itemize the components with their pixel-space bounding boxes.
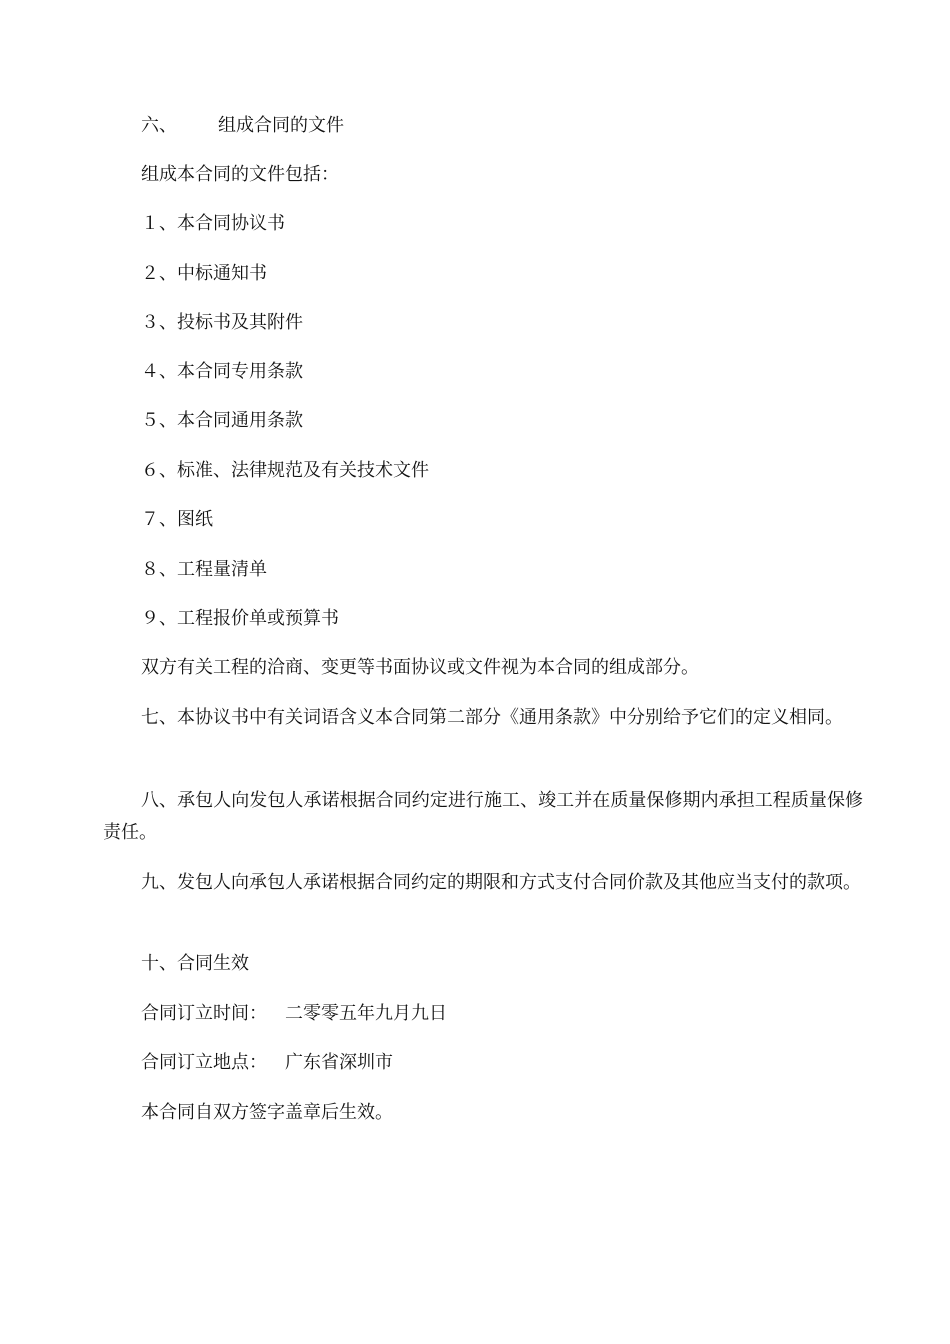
signing-date-value: 二零零五年九月九日 [285, 1003, 447, 1024]
signing-place-value: 广东省深圳市 [285, 1052, 393, 1073]
section-7-paragraph: 七、本协议书中有关词语含义本合同第二部分《通用条款》中分别给予它们的定义相同。 [141, 707, 843, 728]
list-item: ６、标准、法律规范及有关技术文件 [141, 460, 429, 481]
section-6-intro: 组成本合同的文件包括： [141, 164, 339, 185]
list-item: ４、本合同专用条款 [141, 361, 303, 382]
section-10-title: 十、合同生效 [141, 953, 249, 974]
effective-clause: 本合同自双方签字盖章后生效。 [141, 1102, 393, 1123]
list-item: ７、图纸 [141, 509, 213, 530]
list-item: １、本合同协议书 [141, 213, 285, 234]
list-item: ８、工程量清单 [141, 559, 267, 580]
list-item: ２、中标通知书 [141, 263, 267, 284]
section-6-closing: 双方有关工程的洽商、变更等书面协议或文件视为本合同的组成部分。 [141, 657, 699, 678]
section-6-number: 六、 [141, 115, 177, 136]
section-6-title: 组成合同的文件 [218, 115, 344, 136]
list-item: ５、本合同通用条款 [141, 410, 303, 431]
signing-place-label: 合同订立地点： [141, 1052, 267, 1073]
section-8-paragraph: 八、承包人向发包人承诺根据合同约定进行施工、竣工并在质量保修期内承担工程质量保修责任。 [103, 790, 863, 843]
section-9-paragraph: 九、发包人向承包人承诺根据合同约定的期限和方式支付合同价款及其他应当支付的款项。 [141, 872, 861, 893]
list-item: ３、投标书及其附件 [141, 312, 303, 333]
list-item: ９、工程报价单或预算书 [141, 608, 339, 629]
signing-date-label: 合同订立时间： [141, 1003, 267, 1024]
